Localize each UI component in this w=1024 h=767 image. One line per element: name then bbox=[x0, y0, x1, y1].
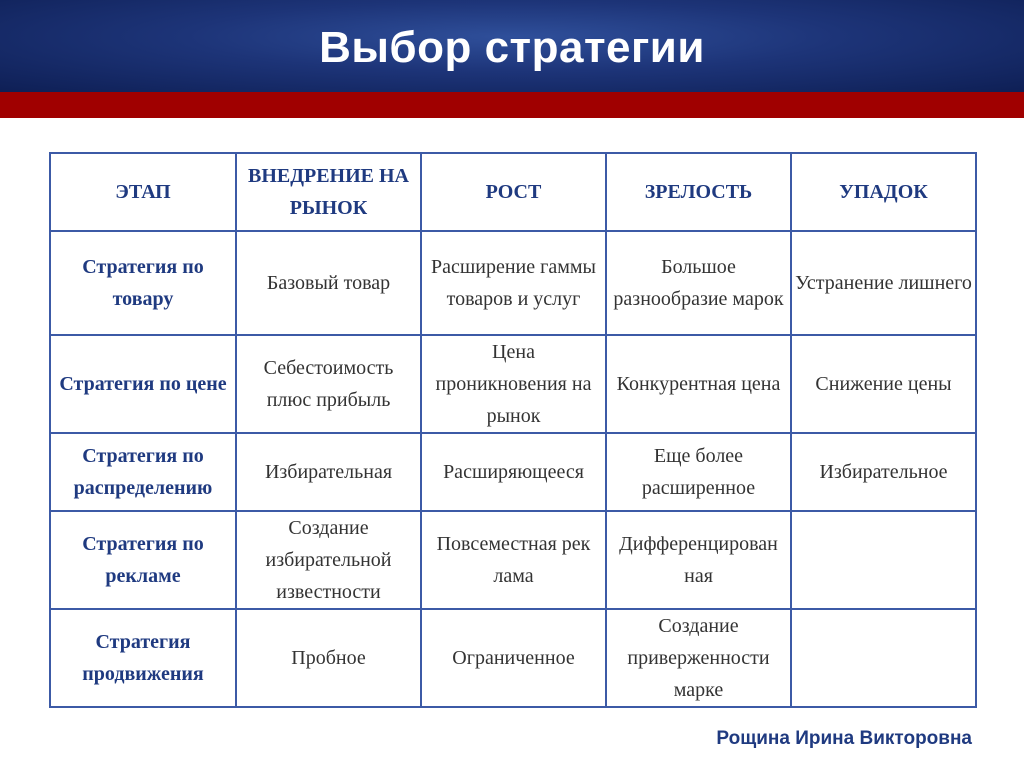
table-cell: Снижение цены bbox=[791, 335, 976, 433]
table-cell: Еще более расширенное bbox=[606, 433, 791, 511]
author-name: Рощина Ирина Викторовна bbox=[716, 728, 972, 749]
table-cell: Базовый товар bbox=[236, 231, 421, 335]
table-cell: Ограниченное bbox=[421, 609, 606, 707]
accent-bar bbox=[0, 92, 1024, 118]
table-cell: Дифференцирован ная bbox=[606, 511, 791, 609]
table-cell: Создание избирательной известности bbox=[236, 511, 421, 609]
table-row bbox=[50, 433, 976, 511]
header-cell-growth: РОСТ bbox=[421, 153, 606, 231]
row-label: Стратегия по товару bbox=[50, 231, 236, 335]
row-label: Стратегия продвижения bbox=[50, 609, 236, 707]
table-cell: Расширение гаммы товаров и услуг bbox=[421, 231, 606, 335]
header-cell-decline: УПАДОК bbox=[791, 153, 976, 231]
strategy-table bbox=[49, 152, 977, 708]
table-row bbox=[50, 609, 976, 707]
table-cell: Цена проникновения на рынок bbox=[421, 335, 606, 433]
table-cell bbox=[791, 511, 976, 609]
row-label: Стратегия по цене bbox=[50, 335, 236, 433]
table-row bbox=[50, 231, 976, 335]
table-cell: Себестоимость плюс прибыль bbox=[236, 335, 421, 433]
table-cell: Избирательная bbox=[236, 433, 421, 511]
table-cell bbox=[791, 609, 976, 707]
table-header-row bbox=[50, 153, 976, 231]
table-cell: Устранение лишнего bbox=[791, 231, 976, 335]
table-row bbox=[50, 335, 976, 433]
table-cell: Создание приверженности марке bbox=[606, 609, 791, 707]
page-title: Выбор стратегии bbox=[319, 23, 705, 72]
table-cell: Повсеместная рек лама bbox=[421, 511, 606, 609]
row-label: Стратегия по рекламе bbox=[50, 511, 236, 609]
header-cell-maturity: ЗРЕЛОСТЬ bbox=[606, 153, 791, 231]
table-cell: Избирательное bbox=[791, 433, 976, 511]
table-cell: Пробное bbox=[236, 609, 421, 707]
table-cell: Конкурентная цена bbox=[606, 335, 791, 433]
header-cell-stage: ЭТАП bbox=[50, 153, 236, 231]
table-cell: Большое разнообразие марок bbox=[606, 231, 791, 335]
table-cell: Расширяющееся bbox=[421, 433, 606, 511]
row-label: Стратегия по распределению bbox=[50, 433, 236, 511]
header-cell-introduction: ВНЕДРЕНИЕ НА РЫНОК bbox=[236, 153, 421, 231]
table-row bbox=[50, 511, 976, 609]
